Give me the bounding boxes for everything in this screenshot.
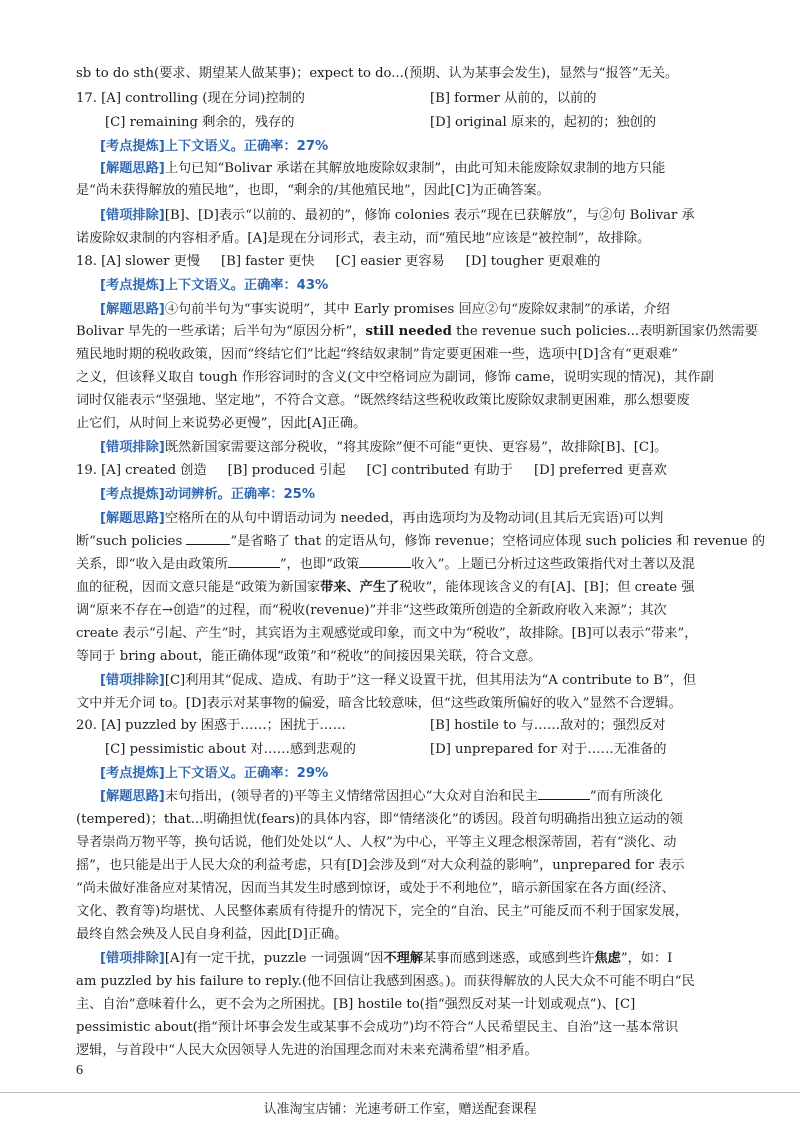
- tag-label: [错项排除]: [100, 440, 165, 455]
- tag-label: [考点提炼]: [100, 139, 165, 154]
- text: ”，也即“政策: [279, 557, 360, 572]
- text-line: 逻辑，与首段中“人民大众因领导人先进的治国理念而对未来充满希望”相矛盾。: [76, 1043, 538, 1058]
- text: 末句指出，(领导者的)平等主义情绪常因担心“大众对自治和民主: [164, 789, 538, 804]
- option-17c: [C] remaining 剩余的，残存的: [105, 115, 295, 130]
- tag-label: [错项排除]: [100, 951, 165, 966]
- error-line: [100, 949, 672, 969]
- text-line: 是“尚未获得解放的殖民地”，也即，“剩余的/其他殖民地”，因此[C]为正确答案。: [76, 183, 550, 198]
- point-label-17: [100, 137, 328, 157]
- option-17a: 17. [A] controlling (现在分词)控制的: [76, 91, 305, 106]
- error-line: [100, 206, 695, 226]
- text-line: (tempered)；that...明确担忧(fears)的具体内容，即“情绪淡化”的诱因。段首句明确指出独立运动的领: [76, 812, 683, 827]
- text-line: [76, 322, 758, 342]
- option-17d: [D] original 原来的，起初的；独创的: [430, 115, 657, 130]
- solution-line: [100, 300, 670, 320]
- solution-line: [100, 787, 663, 807]
- text-line: 最终自然会殃及人民自身利益，因此[D]正确。: [76, 927, 348, 942]
- error-line: [100, 438, 667, 458]
- text: [C]利用其“促成、造成、有助于”这一释义设置干扰，但其用法为“A contribute to B”，但: [164, 673, 697, 688]
- text: 断“such policies: [76, 534, 187, 549]
- text-line: am puzzled by his failure to reply.(他不回信让我感到困惑。)。而获得解放的人民大众不可能不明白“民: [76, 974, 695, 989]
- tag-text: 上下文语义。正确率：43%: [164, 278, 329, 293]
- option-20d: [D] unprepared for 对于……无准备的: [430, 742, 667, 757]
- text-line: [76, 555, 695, 575]
- text: ④句前半句为“事实说明”，其中 Early promises 回应②句“废除奴隶制”的承诺，介绍: [164, 302, 670, 317]
- tag-label: [解题思路]: [100, 789, 165, 804]
- text-line: [76, 532, 765, 552]
- bold-text: 带来、产生了: [320, 580, 400, 595]
- text-line: 止它们，从时间上来说势必更慢”，因此[A]正确。: [76, 416, 367, 431]
- blank-line: [538, 787, 590, 800]
- tag-text: 动词辨析。正确率：25%: [164, 487, 316, 502]
- text-line: create 表示“引起、产生”时，其宾语为主观感觉或印象，而文中为“税收”，故排除。[B]可以表示“带来”，: [76, 626, 698, 641]
- text: the revenue such policies...表明新国家仍然需要: [451, 324, 758, 339]
- bold-text: still needed: [365, 324, 452, 339]
- options-19: 19. [A] created 创造 [B] produced 引起 [C] contributed 有助于 [D] preferred 更喜欢: [76, 463, 667, 478]
- text: Bolivar 早先的一些承诺；后半句为“原因分析”，: [76, 324, 366, 339]
- text: 关系，即“收入是由政策所: [76, 557, 228, 572]
- tag-text: 上下文语义。正确率：27%: [164, 139, 329, 154]
- solution-line: [100, 159, 665, 179]
- text-line: 殖民地时期的税收政策，因而“终结它们”比起“终结奴隶制”肯定要更困难一些，选项中[D]含有“更艰难”: [76, 347, 678, 362]
- text: 某事而感到迷惑，或感到些许: [423, 951, 595, 966]
- text-line: “尚未做好准备应对某情况，因而当其发生时感到惊讶，或处于不利地位”，暗示新国家在各方面(经济、: [76, 881, 675, 896]
- text: [A]有一定干扰，puzzle 一词强调“因: [164, 951, 384, 966]
- tag-label: [错项排除]: [100, 673, 165, 688]
- tag-text: 上下文语义。正确率：29%: [164, 766, 329, 781]
- text-line: 文中并无介词 to。[D]表示对某事物的偏爱，暗含比较意味，但“这些政策所偏好的收入”显然不合逻辑。: [76, 696, 682, 711]
- option-20a: 20. [A] puzzled by 困惑于……；困扰于……: [76, 718, 346, 733]
- text: 血的征税，因而文意只能是“政策为新国家: [76, 580, 321, 595]
- tag-label: [解题思路]: [100, 511, 165, 526]
- tag-label: [考点提炼]: [100, 278, 165, 293]
- option-20b: [B] hostile to 与……敌对的；强烈反对: [430, 718, 666, 733]
- text-line: 文化、教育等)均堪忧、人民整体素质有待提升的情况下，完全的“自治、民主”可能反而不利于国家发展，: [76, 904, 689, 919]
- text: 税收”，能体现该含义的有[A]、[B]；但 create 强: [399, 580, 695, 595]
- tag-label: [解题思路]: [100, 302, 165, 317]
- option-17b: [B] former 从前的，以前的: [430, 91, 597, 106]
- point-label-20: [100, 764, 328, 784]
- error-line: [100, 671, 696, 691]
- text: [B]、[D]表示“以前的、最初的”，修饰 colonies 表示“现在已获解放”，与②句 Bolivar 承: [164, 208, 695, 223]
- text-line: pessimistic about(指“预计坏事会发生或某事不会成功”)均不符合“人民希望民主、自治”这一基本常识: [76, 1020, 679, 1035]
- footer-divider: [0, 1092, 800, 1093]
- text-line: 导者崇尚万物平等，换句话说，他们处处以“人、人权”为中心，平等主义理念根深蒂固，若有“淡化、动: [76, 835, 677, 850]
- text: 空格所在的从句中谓语动词为 needed，再由选项均为及物动词(且其后无宾语)可以判: [164, 511, 664, 526]
- text-line: 之义，但该释义取自 tough 作形容词时的含义(文中空格词应为副词，修饰 came，说明实现的情况)，其作副: [76, 370, 714, 385]
- text: 上句已知“Bolivar 承诺在其解放地废除奴隶制”，由此可知未能废除奴隶制的地方只能: [164, 161, 666, 176]
- option-20c: [C] pessimistic about 对……感到悲观的: [105, 742, 356, 757]
- text: ”而有所淡化: [589, 789, 663, 804]
- text-line: 主、自治”意味着什么，更不会为之所困扰。[B] hostile to(指“强烈反对某一计划或观点”)、[C]: [76, 997, 636, 1012]
- tag-label: [错项排除]: [100, 208, 165, 223]
- text-line: 调“原来不存在→创造”的过程，而“税收(revenue)”并非“这些政策所创造的全新政府收入来源”；其次: [76, 603, 667, 618]
- tag-label: [解题思路]: [100, 161, 165, 176]
- bold-text: 焦虑: [594, 951, 621, 966]
- footer-text: 认准淘宝店铺：光速考研工作室，赠送配套课程: [263, 1102, 537, 1117]
- text-line: 等同于 bring about，能正确体现“政策”和“税收”的间接因果关联，符合文意。: [76, 649, 542, 664]
- solution-line: [100, 509, 663, 529]
- page-number: 6: [76, 1063, 83, 1078]
- tag-label: [考点提炼]: [100, 766, 165, 781]
- text-line: 诺废除奴隶制的内容相矛盾。[A]是现在分词形式，表主动，而“殖民地”应该是“被控制”，故排除。: [76, 231, 651, 246]
- point-label-19: [100, 485, 315, 505]
- options-18: 18. [A] slower 更慢 [B] faster 更快 [C] easier 更容易 [D] tougher 更艰难的: [76, 254, 601, 269]
- bold-text: 不理解: [383, 951, 424, 966]
- blank-line: [228, 555, 280, 568]
- text: ”，如：I: [620, 951, 673, 966]
- point-label-18: [100, 276, 328, 296]
- text: 既然新国家需要这部分税收，“将其废除”便不可能“更快、更容易”，故排除[B]、[C]。: [164, 440, 668, 455]
- text-line: 词时仅能表示“坚强地、坚定地”，不符合文意。“既然终结这些税收政策比废除奴隶制更困难，那么想要废: [76, 393, 690, 408]
- blank-line: [359, 555, 411, 568]
- text-line: [76, 578, 694, 598]
- text-line: 摇”，也只能是出于人民大众的利益考虑，只有[D]会涉及到“对大众利益的影响”，unprepared for 表示: [76, 858, 685, 873]
- text: ”是省略了 that 的定语从句，修饰 revenue；空格词应体现 such policies 和 revenue 的: [230, 534, 766, 549]
- text: 收入”。上题已分析过这些政策指代对土著以及混: [411, 557, 695, 572]
- text-line: sb to do sth(要求、期望某人做某事)；expect to do...(预期、认为某事会发生)，显然与“报答”无关。: [76, 66, 679, 81]
- blank-line: [186, 532, 230, 545]
- tag-label: [考点提炼]: [100, 487, 165, 502]
